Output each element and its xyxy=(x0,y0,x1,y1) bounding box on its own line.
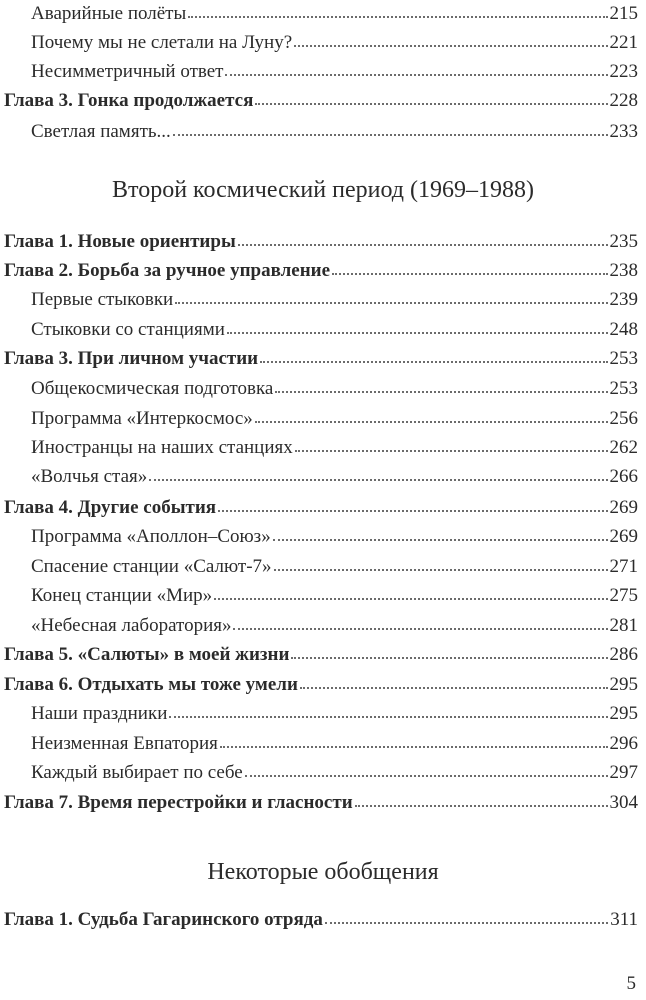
toc-leader-dots xyxy=(225,73,607,76)
toc-leader-dots xyxy=(255,420,608,423)
toc-entry xyxy=(0,553,646,581)
toc-chapter-entry xyxy=(0,671,646,699)
toc-entry xyxy=(0,730,646,758)
toc-entry-page: 248 xyxy=(609,319,638,340)
toc-entry xyxy=(0,0,646,28)
toc-entry-title: Глава 5. «Салюты» в моей жизни xyxy=(4,644,290,665)
toc-chapter-entry xyxy=(0,87,646,115)
toc-entry xyxy=(0,286,646,314)
page-number: 5 xyxy=(626,973,636,994)
toc-entry xyxy=(0,700,646,728)
toc-entry-page: 223 xyxy=(609,61,638,82)
toc-leader-dots xyxy=(273,538,608,541)
toc-leader-dots xyxy=(173,133,608,136)
toc-entry xyxy=(0,523,646,551)
toc-leader-dots xyxy=(169,715,607,718)
toc-entry-page: 281 xyxy=(609,615,638,636)
toc-entry xyxy=(0,463,646,491)
toc-leader-dots xyxy=(332,272,607,275)
toc-entry-page: 286 xyxy=(609,644,638,665)
toc-chapter-entry xyxy=(0,228,646,256)
toc-leader-dots xyxy=(218,509,607,512)
toc-entry-page: 311 xyxy=(610,909,638,930)
toc-entry-title: Светлая память... xyxy=(31,121,171,142)
toc-leader-dots xyxy=(260,360,607,363)
toc-entry xyxy=(0,434,646,462)
toc-leader-dots xyxy=(188,15,607,18)
toc-entry-page: 271 xyxy=(609,556,638,577)
toc-entry-title: Стыковки со станциями xyxy=(31,319,225,340)
toc-entry-title: Глава 2. Борьба за ручное управление xyxy=(4,260,331,281)
toc-entry-page: 221 xyxy=(609,32,638,53)
toc-entry-page: 295 xyxy=(609,703,638,724)
toc-entry-title: Спасение станции «Салют-7» xyxy=(31,556,272,577)
toc-entry-page: 233 xyxy=(609,121,638,142)
toc-entry-title: Несимметричный ответ xyxy=(31,61,224,82)
toc-leader-dots xyxy=(291,656,607,659)
toc-entry-page: 238 xyxy=(609,260,638,281)
toc-entry xyxy=(0,375,646,403)
toc-leader-dots xyxy=(275,390,607,393)
toc-entry-title: Наши праздники xyxy=(31,703,168,724)
toc-leader-dots xyxy=(175,301,607,304)
toc-entry-title: «Небесная лаборатория» xyxy=(31,615,232,636)
toc-entry xyxy=(0,29,646,57)
toc-entry-title: Конец станции «Мир» xyxy=(31,585,213,606)
toc-entry-page: 235 xyxy=(609,231,638,252)
toc-entry xyxy=(0,759,646,787)
toc-chapter-entry xyxy=(0,641,646,669)
toc-entry-page: 295 xyxy=(609,674,638,695)
toc-entry-page: 266 xyxy=(609,466,638,487)
toc-entry-title: Глава 3. Гонка продолжается xyxy=(4,90,254,111)
toc-leader-dots xyxy=(274,568,608,571)
toc-entry-title: Каждый выбирает по себе xyxy=(31,762,243,783)
toc-entry-title: Почему мы не слетали на Луну? xyxy=(31,32,293,53)
toc-leader-dots xyxy=(233,627,607,630)
toc-chapter-entry xyxy=(0,345,646,373)
toc-leader-dots xyxy=(294,44,607,47)
toc-entry-page: 269 xyxy=(609,497,638,518)
toc-leader-dots xyxy=(245,774,608,777)
toc-entry-page: 228 xyxy=(609,90,638,111)
toc-entry xyxy=(0,58,646,86)
toc-entry-page: 239 xyxy=(609,289,638,310)
section-heading: Второй космический период (1969–1988) xyxy=(112,177,534,203)
toc-chapter-entry xyxy=(0,494,646,522)
toc-entry xyxy=(0,405,646,433)
toc-chapter-entry xyxy=(0,789,646,817)
toc-entry-title: Иностранцы на наших станциях xyxy=(31,437,293,458)
toc-leader-dots xyxy=(227,331,608,334)
toc-entry-page: 215 xyxy=(609,3,638,24)
toc-entry-title: Программа «Аполлон–Союз» xyxy=(31,526,271,547)
toc-entry-title: Глава 6. Отдыхать мы тоже умели xyxy=(4,674,298,695)
toc-entry-page: 304 xyxy=(609,792,638,813)
toc-entry-page: 275 xyxy=(609,585,638,606)
toc-chapter-entry xyxy=(0,257,646,285)
toc-leader-dots xyxy=(214,597,607,600)
toc-entry-page: 253 xyxy=(609,378,638,399)
toc-leader-dots xyxy=(220,745,608,748)
toc-entry-page: 269 xyxy=(609,526,638,547)
toc-entry xyxy=(0,582,646,610)
toc-entry-page: 262 xyxy=(609,437,638,458)
toc-entry-page: 297 xyxy=(609,762,638,783)
toc-leader-dots xyxy=(325,921,608,924)
toc-entry-title: Глава 1. Судьба Гагаринского отряда xyxy=(4,909,323,930)
toc-entry-title: Глава 4. Другие события xyxy=(4,497,217,518)
toc-entry xyxy=(0,316,646,344)
toc-entry-title: «Волчья стая» xyxy=(31,466,148,487)
toc-entry-page: 256 xyxy=(609,408,638,429)
toc-leader-dots xyxy=(238,243,608,246)
toc-entry-title: Первые стыковки xyxy=(31,289,174,310)
toc-leader-dots xyxy=(255,102,607,105)
section-heading: Некоторые обобщения xyxy=(207,859,439,885)
toc-entry-title: Глава 1. Новые ориентиры xyxy=(4,231,236,252)
toc-entry-page: 296 xyxy=(609,733,638,754)
toc-entry-title: Аварийные полёты xyxy=(31,3,187,24)
toc-entry-title: Общекосмическая подготовка xyxy=(31,378,274,399)
toc-entry xyxy=(0,118,646,146)
toc-entry xyxy=(0,612,646,640)
toc-entry-title: Глава 7. Время перестройки и гласности xyxy=(4,792,353,813)
toc-entry-title: Программа «Интеркосмос» xyxy=(31,408,253,429)
toc-leader-dots xyxy=(300,686,608,689)
toc-entry-title: Глава 3. При личном участии xyxy=(4,348,259,369)
toc-leader-dots xyxy=(295,449,608,452)
toc-entry-page: 253 xyxy=(609,348,638,369)
toc-entry-title: Неизменная Евпатория xyxy=(31,733,218,754)
toc-leader-dots xyxy=(149,478,607,481)
toc-chapter-entry xyxy=(0,906,646,934)
toc-leader-dots xyxy=(355,804,608,807)
